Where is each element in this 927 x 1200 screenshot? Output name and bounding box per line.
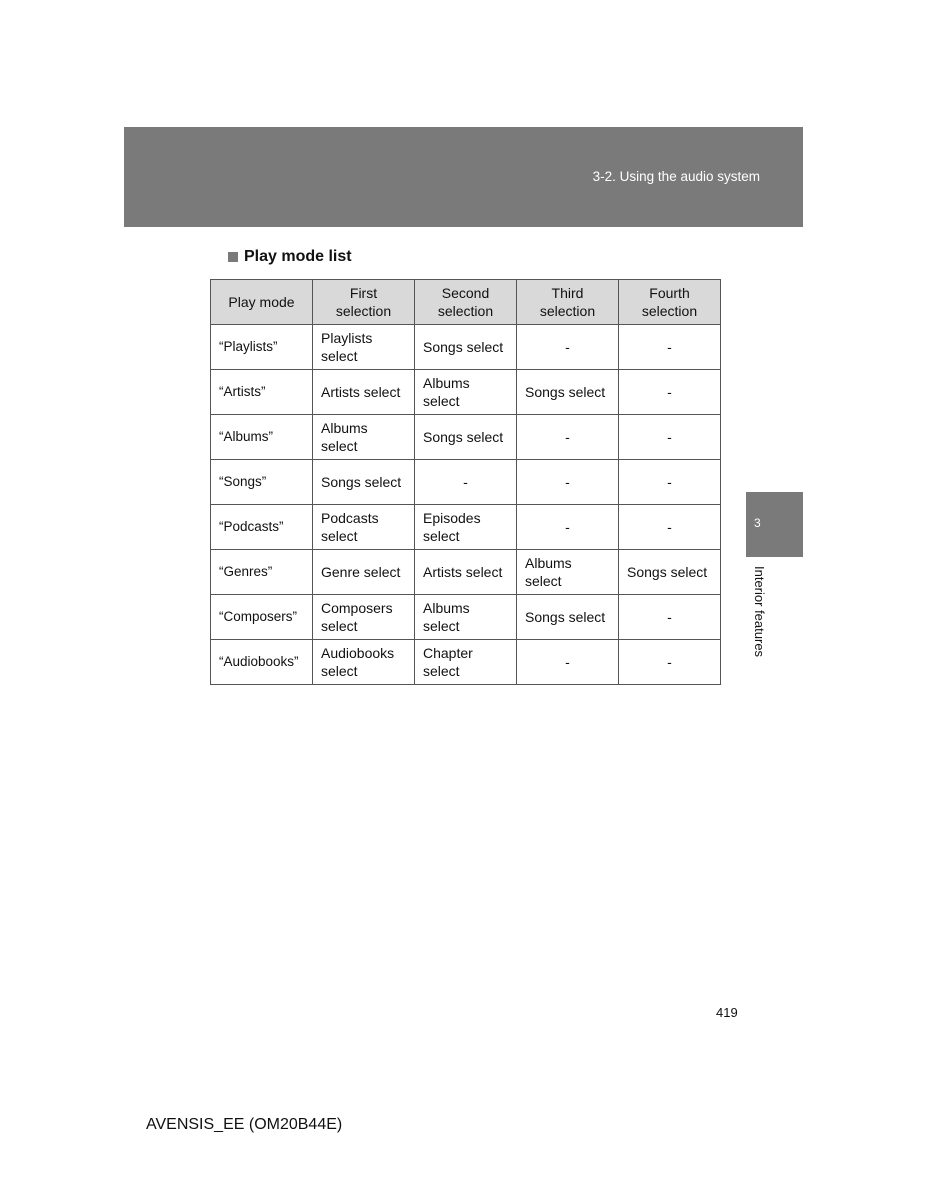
play-mode-table — [210, 279, 721, 685]
table-cell: “Podcasts” — [211, 505, 313, 550]
table-cell: - — [619, 325, 721, 370]
table-cell: Podcasts select — [313, 505, 415, 550]
header-band — [124, 127, 803, 227]
table-cell: “Playlists” — [211, 325, 313, 370]
chapter-label: Interior features — [752, 566, 767, 658]
table-cell: - — [517, 505, 619, 550]
table-cell: Episodes select — [415, 505, 517, 550]
table-cell: - — [619, 460, 721, 505]
table-row — [211, 640, 721, 685]
table-cell: Albums select — [415, 595, 517, 640]
chapter-number: 3 — [754, 516, 761, 530]
table-cell: Artists select — [313, 370, 415, 415]
section-title: 3-2. Using the audio system — [592, 169, 760, 184]
column-header: First selection — [313, 280, 415, 325]
table-cell: - — [415, 460, 517, 505]
column-header: Play mode — [211, 280, 313, 325]
table-cell: Composers select — [313, 595, 415, 640]
table-cell: Songs select — [313, 460, 415, 505]
table-cell: Genre select — [313, 550, 415, 595]
table-cell: Albums select — [313, 415, 415, 460]
table-row — [211, 370, 721, 415]
table-cell: “Genres” — [211, 550, 313, 595]
chapter-tab — [746, 492, 803, 557]
column-header: Second selection — [415, 280, 517, 325]
table-cell: Songs select — [619, 550, 721, 595]
table-cell: “Composers” — [211, 595, 313, 640]
table-cell: “Artists” — [211, 370, 313, 415]
table-cell: “Audiobooks” — [211, 640, 313, 685]
table-cell: Songs select — [517, 370, 619, 415]
table-cell: “Songs” — [211, 460, 313, 505]
table-cell: - — [517, 325, 619, 370]
square-bullet-icon — [228, 252, 238, 262]
table-row — [211, 325, 721, 370]
table-cell: - — [517, 640, 619, 685]
table-cell: Artists select — [415, 550, 517, 595]
table-cell: - — [619, 595, 721, 640]
table-cell: “Albums” — [211, 415, 313, 460]
table-row — [211, 595, 721, 640]
table-cell: Albums select — [415, 370, 517, 415]
table-cell: Chapter select — [415, 640, 517, 685]
page-number: 419 — [716, 1005, 738, 1020]
table-cell: Playlists select — [313, 325, 415, 370]
table-cell: Songs select — [415, 415, 517, 460]
section-heading — [228, 248, 352, 266]
table-cell: - — [517, 460, 619, 505]
table-cell: - — [619, 505, 721, 550]
table-cell: Audiobooks select — [313, 640, 415, 685]
document-code: AVENSIS_EE (OM20B44E) — [146, 1116, 343, 1133]
column-header: Third selection — [517, 280, 619, 325]
table-cell: - — [619, 370, 721, 415]
table-row — [211, 460, 721, 505]
table-cell: - — [619, 640, 721, 685]
table-cell: - — [619, 415, 721, 460]
table-cell: Albums select — [517, 550, 619, 595]
table-cell: Songs select — [415, 325, 517, 370]
table-row — [211, 505, 721, 550]
section-heading-text: Play mode list — [244, 248, 352, 265]
column-header: Fourth selection — [619, 280, 721, 325]
table-row — [211, 550, 721, 595]
table-cell: - — [517, 415, 619, 460]
table-header-row — [211, 280, 721, 325]
table-row — [211, 415, 721, 460]
table-cell: Songs select — [517, 595, 619, 640]
